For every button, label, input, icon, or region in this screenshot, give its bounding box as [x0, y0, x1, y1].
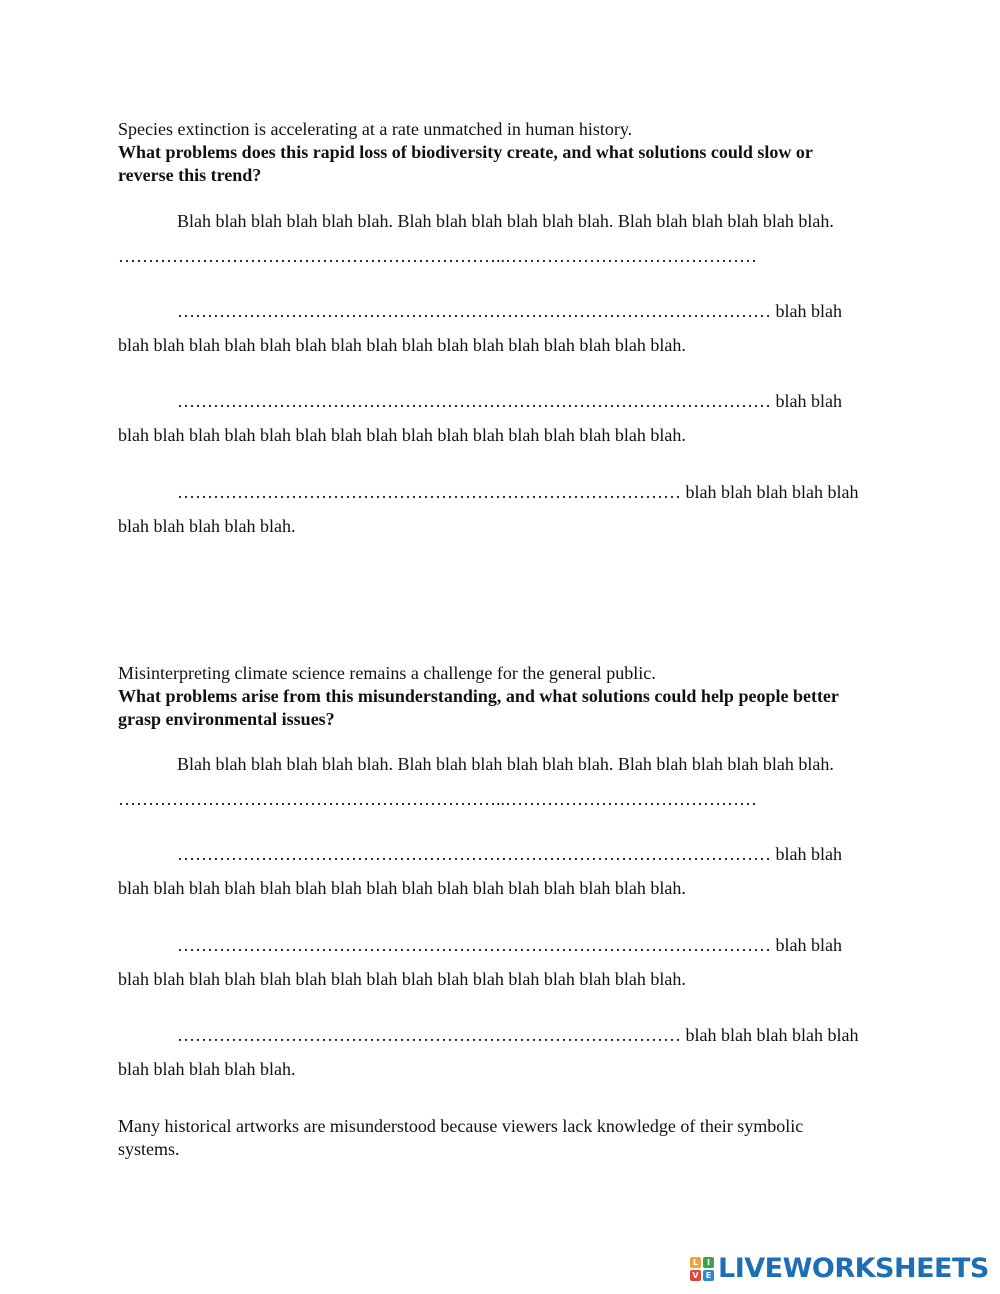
section-1-paragraph-3-line-2: blah blah blah blah blah blah blah blah blah blah blah blah blah blah blah blah. [118, 425, 686, 445]
section-2-paragraph-3-line-2: blah blah blah blah blah blah blah blah blah blah blah blah blah blah blah blah. [118, 969, 686, 989]
logo-text: LIVEWORKSHEETS [718, 1253, 989, 1284]
section-1-paragraph-2-line-1: ……………………………………………………………………………………… blah blah [177, 301, 842, 321]
liveworksheets-logo [690, 1254, 989, 1284]
section-1-paragraph-4-line-1: ………………………………………………………………………… blah blah blah blah blah [177, 482, 859, 502]
section-2-question-line-2: grasp environmental issues? [118, 709, 335, 729]
section-1-paragraph-1-line-1: Blah blah blah blah blah blah. Blah blah blah blah blah blah. Blah blah blah blah blah blah. [177, 211, 834, 231]
section-2-paragraph-1-line-1: Blah blah blah blah blah blah. Blah blah blah blah blah blah. Blah blah blah blah blah blah. [177, 754, 834, 774]
section-2-intro: Misinterpreting climate science remains a challenge for the general public. [118, 663, 656, 683]
section-1-paragraph-2-line-2: blah blah blah blah blah blah blah blah blah blah blah blah blah blah blah blah. [118, 335, 686, 355]
section-1-paragraph-1-line-2: ………………………………………………………..…………………………………… [118, 246, 757, 266]
logo-block-e: E [703, 1270, 714, 1281]
section-1-paragraph-3-line-1: ……………………………………………………………………………………… blah blah [177, 391, 842, 411]
section-2-paragraph-4-line-2: blah blah blah blah blah. [118, 1059, 296, 1079]
section-3-intro-line-1: Many historical artworks are misunderstood because viewers lack knowledge of their symbolic [118, 1116, 804, 1136]
logo-block-l: L [690, 1257, 701, 1268]
section-1-paragraph-4-line-2: blah blah blah blah blah. [118, 516, 296, 536]
logo-blocks-icon [690, 1257, 714, 1281]
section-2-paragraph-1-line-2: ………………………………………………………..…………………………………… [118, 789, 757, 809]
section-1-question-line-2: reverse this trend? [118, 165, 262, 185]
section-1-intro: Species extinction is accelerating at a rate unmatched in human history. [118, 119, 633, 139]
section-2-paragraph-3-line-1: ……………………………………………………………………………………… blah blah [177, 935, 842, 955]
section-3-intro-line-2: systems. [118, 1139, 180, 1159]
section-2-paragraph-2-line-1: ……………………………………………………………………………………… blah blah [177, 844, 842, 864]
section-2-paragraph-2-line-2: blah blah blah blah blah blah blah blah blah blah blah blah blah blah blah blah. [118, 878, 686, 898]
section-1-question-line-1: What problems does this rapid loss of biodiversity create, and what solutions could slow or [118, 142, 813, 162]
logo-block-v: V [690, 1270, 701, 1281]
section-2-question-line-1: What problems arise from this misunderstanding, and what solutions could help people better [118, 686, 839, 706]
section-2-paragraph-4-line-1: ………………………………………………………………………… blah blah blah blah blah [177, 1025, 859, 1045]
logo-block-i: I [703, 1257, 714, 1268]
